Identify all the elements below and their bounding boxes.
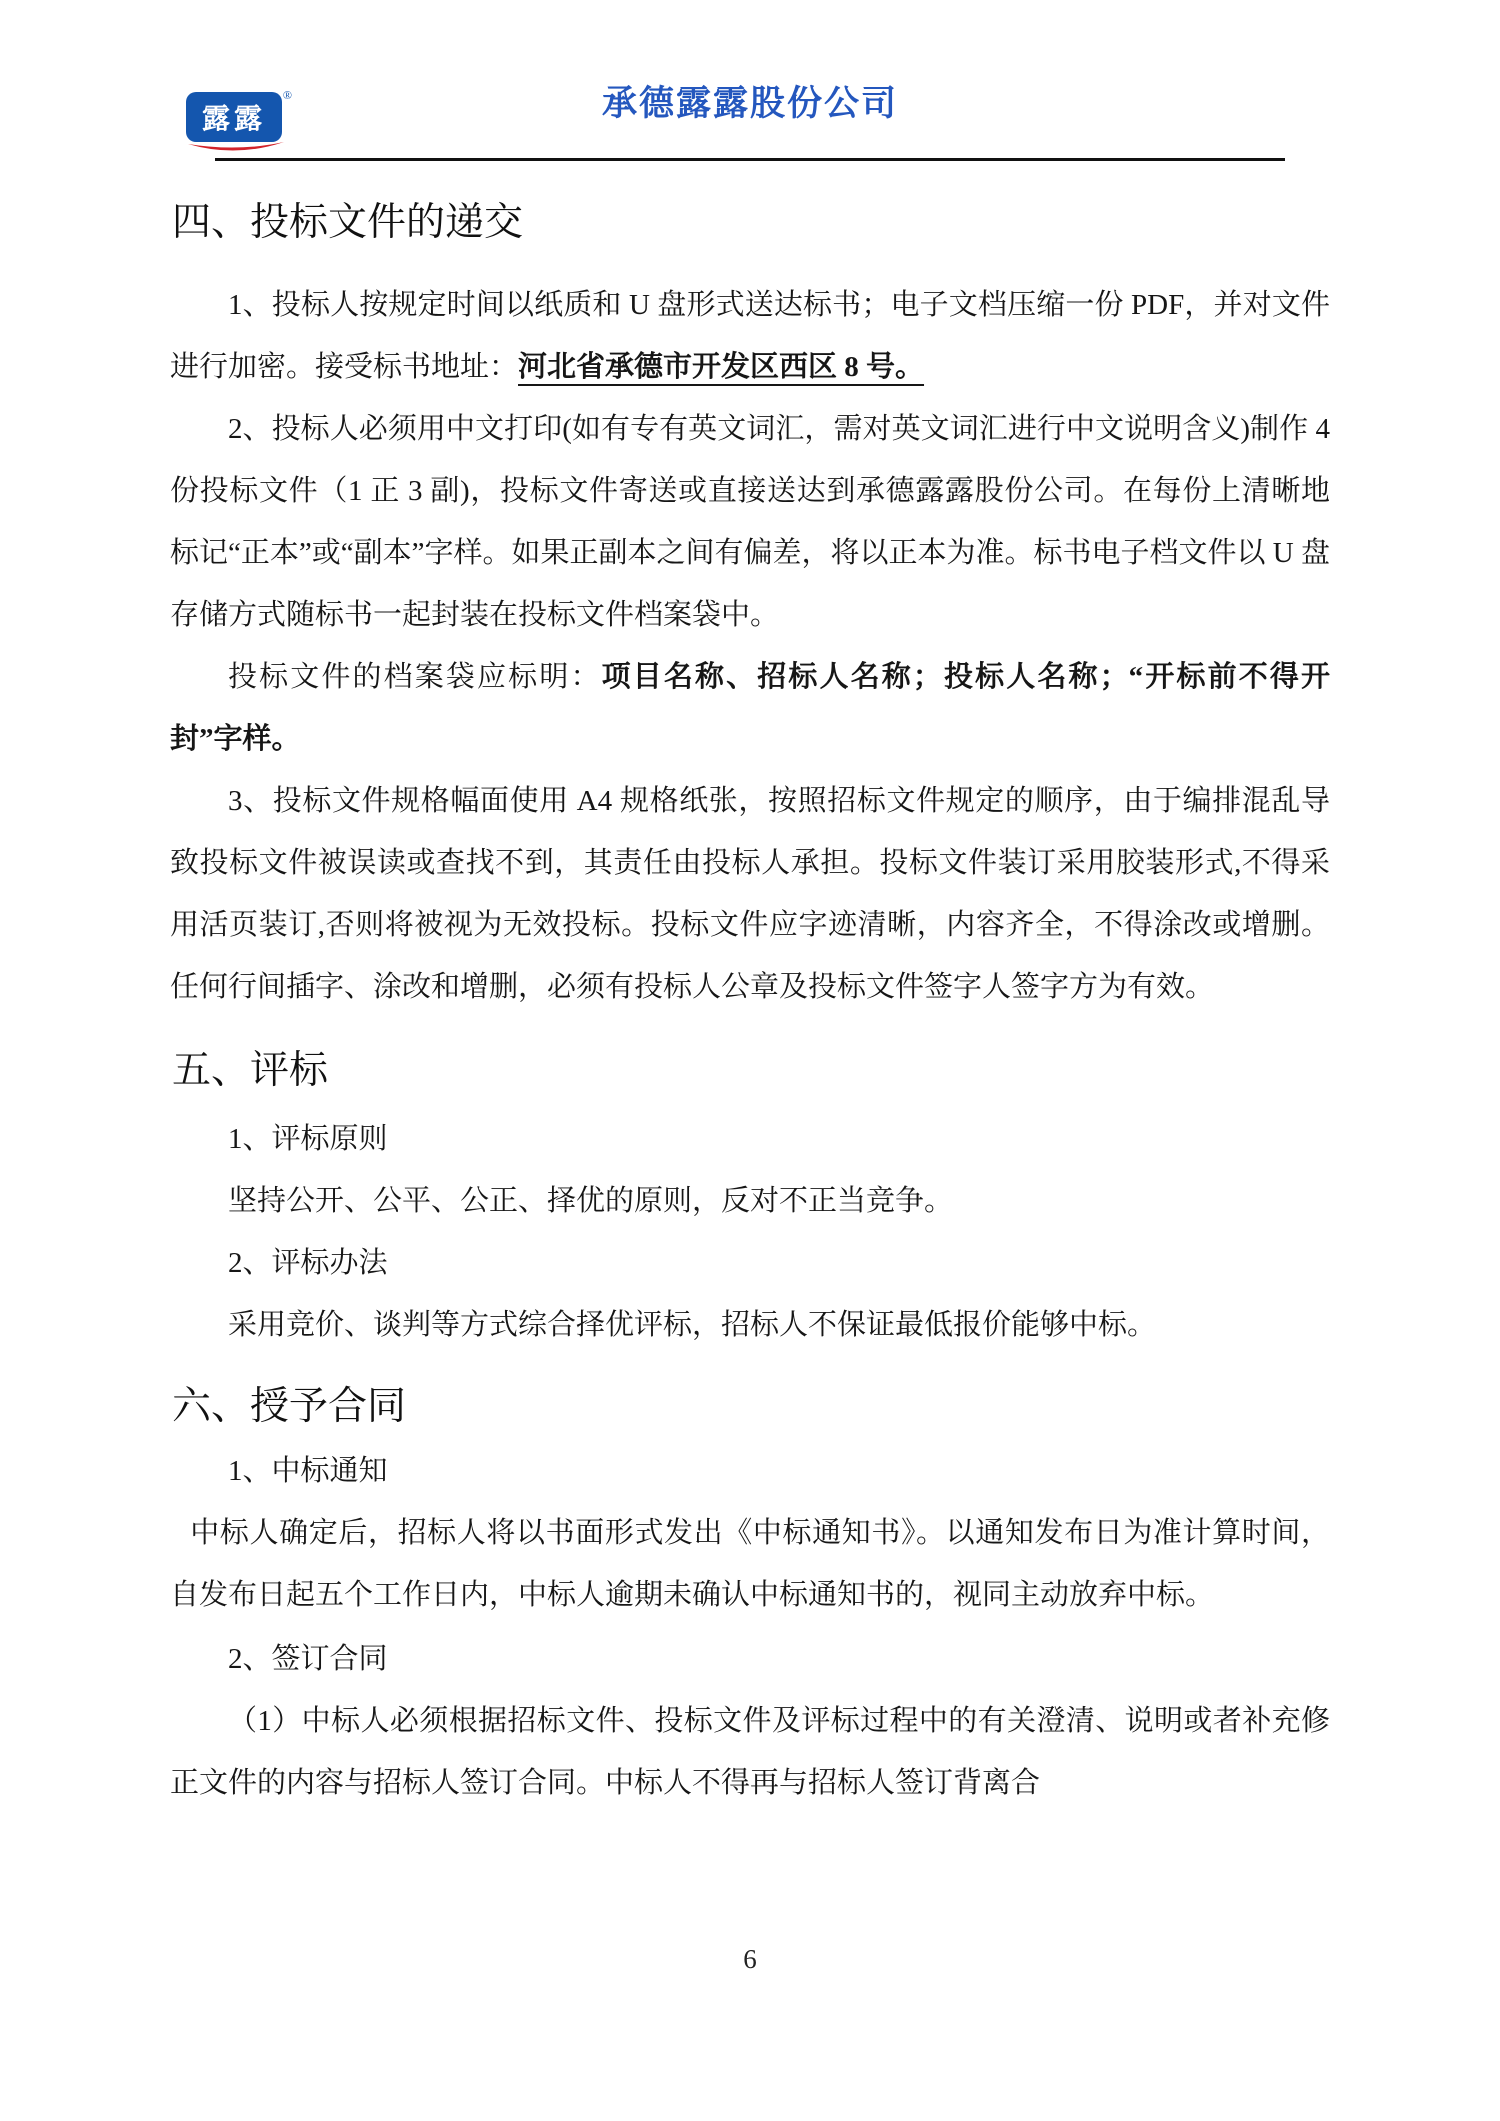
evaluation-method-title: 2、评标办法 [228,1247,388,1279]
evaluation-principle-text: 坚持公开、公平、公正、择优的原则，反对不正当竞争。 [228,1185,954,1217]
page-number: 6 [743,1944,757,1974]
registered-trademark-icon: ® [282,88,292,102]
section-heading-submission: 四、投标文件的递交 [172,201,524,244]
envelope-marking-lead: 投标文件的档案袋应标明： [228,661,602,693]
page-header [0,0,1500,162]
paragraph-delivery [170,274,1330,398]
evaluation-method-text: 采用竞价、谈判等方式综合择优评标，招标人不保证最低报价能够中标。 [228,1309,1157,1341]
logo-swoosh-icon [186,140,286,158]
document-body [170,192,1330,1814]
company-name: 承德露露股份公司 [601,84,898,123]
envelope-marking-bold: 项目名称、招标人名称；投标人名称；“开标前不得开封”字样。 [170,661,1330,755]
paragraph-envelope-marking [170,646,1330,770]
logo-text: 露露 [201,104,266,135]
paragraph-print-rules: 2、投标人必须用中文打印(如有专有英文词汇，需对英文词汇进行中文说明含义)制作 4 份投标文件（1 正 3 副)，投标文件寄送或直接送达到承德露露股份公司。在每份上清晰地标记“正本”或“副本”字样。如果正副本之间有偏差，将以正本为准。标书电子档文件以 U 盘存储方式随标书一起封装在投标文件档案袋中。 [170,413,1330,631]
award-notice-text: 中标人确定后，招标人将以书面形式发出《中标通知书》。以通知发布日为准计算时间，自发布日起五个工作日内，中标人逾期未确认中标通知书的，视同主动放弃中标。 [170,1517,1330,1611]
evaluation-principle-title: 1、评标原则 [228,1123,388,1155]
award-notice-title: 1、中标通知 [228,1455,388,1487]
contract-signing-title: 2、签订合同 [228,1643,388,1675]
contract-signing-text: （1）中标人必须根据招标文件、投标文件及评标过程中的有关澄清、说明或者补充修正文件的内容与招标人签订合同。中标人不得再与招标人签订背离合 [170,1705,1330,1799]
delivery-address: 河北省承德市开发区西区 8 号。 [518,351,925,383]
paragraph-delivery-text: 1、投标人按规定时间以纸质和 U 盘形式送达标书；电子文档压缩一份 PDF，并对文件进行加密。接受标书地址： [170,289,1330,383]
paragraph-format-rules: 3、投标文件规格幅面使用 A4 规格纸张，按照招标文件规定的顺序，由于编排混乱导致投标文件被误读或查找不到，其责任由投标人承担。投标文件装订采用胶装形式,不得采用活页装订,否则将被视为无效投标。投标文件应字迹清晰，内容齐全，不得涂改或增删。任何行间插字、涂改和增删，必须有投标人公章及投标文件签字人签字方为有效。 [170,785,1330,1003]
section-heading-evaluation: 五、评标 [172,1049,329,1092]
header-divider [215,158,1285,161]
section-heading-award: 六、授予合同 [172,1385,407,1428]
